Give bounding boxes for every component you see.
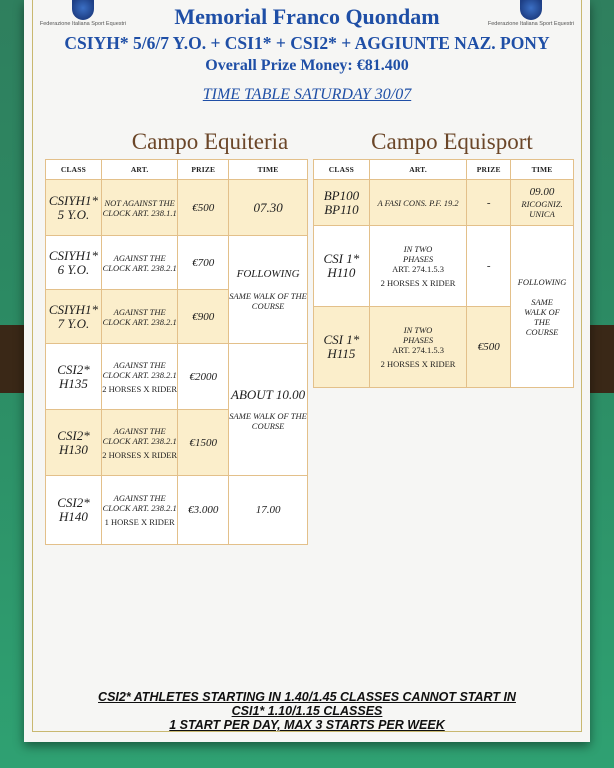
- table-row: [46, 476, 308, 545]
- art-horses: 2 HORSES X RIDER: [380, 359, 456, 369]
- table-row: [46, 344, 308, 410]
- venue-left-title: Campo Equiteria: [131, 129, 289, 154]
- art-rule: IN TWO PHASES: [402, 244, 434, 264]
- venue-right-title: Campo Equisport: [371, 129, 533, 154]
- prize-cell: €2000: [178, 344, 229, 410]
- table-row: [46, 180, 308, 236]
- prize-cell: €500: [467, 307, 511, 388]
- class-cell: CSIYH1* 6 Y.O.: [46, 236, 102, 290]
- time-value: 09.00: [529, 186, 555, 198]
- prize-cell: €3.000: [178, 476, 229, 545]
- art-rule: AGAINST THE CLOCK ART. 238.2.1: [102, 359, 177, 380]
- class-cell: CSIYH1* 7 Y.O.: [46, 290, 102, 344]
- class-cell: CSI 1* H115: [314, 307, 370, 388]
- timetable-heading: TIME TABLE SATURDAY 30/07: [202, 86, 412, 103]
- art-rule: IN TWO PHASES: [402, 325, 434, 345]
- table-row: [46, 236, 308, 290]
- art-horses: 2 HORSES X RIDER: [380, 278, 456, 288]
- col-art: ART.: [101, 160, 177, 180]
- time-cell: [511, 180, 574, 226]
- art-rule: AGAINST THE CLOCK ART. 238.2.1: [102, 425, 177, 446]
- footer-line: 1 START PER DAY, MAX 3 STARTS PER WEEK: [169, 718, 445, 732]
- prize-cell: €1500: [178, 410, 229, 476]
- art-cell: [369, 226, 467, 307]
- time-walk-note: SAME WALK OF THE COURSE: [229, 291, 307, 311]
- table-row: [314, 180, 574, 226]
- col-art: ART.: [369, 160, 467, 180]
- art-cell: [369, 307, 467, 388]
- time-note: RICOGNIZ. UNICA: [521, 199, 563, 219]
- class-cell: CSI2* H140: [46, 476, 102, 545]
- time-walk-note: SAME WALK OF THE COURSE: [229, 411, 307, 431]
- col-prize: PRIZE: [467, 160, 511, 180]
- class-cell: CSIYH1* 5 Y.O.: [46, 180, 102, 236]
- event-title: Memorial Franco Quondam: [174, 4, 440, 29]
- prize-money: Overall Prize Money: €81.400: [205, 57, 409, 74]
- col-time: TIME: [229, 160, 308, 180]
- art-cell: NOT AGAINST THE CLOCK ART. 238.1.1: [101, 180, 177, 236]
- art-cell: [101, 476, 177, 545]
- class-cell: CSI2* H130: [46, 410, 102, 476]
- logo-caption-left: Federazione Italiana Sport Equestri: [39, 21, 127, 27]
- col-class: CLASS: [314, 160, 370, 180]
- prize-cell: -: [467, 226, 511, 307]
- footer-line: CSI1* 1.10/1.15 CLASSES: [231, 704, 383, 718]
- footer-notice: [24, 690, 590, 732]
- art-rule: AGAINST THE CLOCK ART. 238.2.1: [102, 493, 177, 513]
- time-cell: 07.30: [229, 180, 308, 236]
- prize-cell: €900: [178, 290, 229, 344]
- logo-caption-right: Federazione Italiana Sport Equestri: [487, 21, 575, 27]
- time-cell-merged: [229, 344, 308, 476]
- class-cell: CSI 1* H110: [314, 226, 370, 307]
- time-following: FOLLOWING: [236, 268, 300, 280]
- time-cell-merged: [511, 226, 574, 388]
- equisport-schedule-table: [313, 159, 574, 388]
- prize-cell: €500: [178, 180, 229, 236]
- art-cell: AGAINST THE CLOCK ART. 238.2.1: [101, 236, 177, 290]
- art-cell: A FASI CONS. P.F. 19.2: [369, 180, 467, 226]
- table-header-row: [46, 160, 308, 180]
- class-cell: BP100 BP110: [314, 180, 370, 226]
- col-prize: PRIZE: [178, 160, 229, 180]
- art-cell: AGAINST THE CLOCK ART. 238.2.1: [101, 290, 177, 344]
- table-header-row: [314, 160, 574, 180]
- footer-line: CSI2* ATHLETES STARTING IN 1.40/1.45 CLASSES CANNOT START IN: [98, 690, 516, 704]
- col-time: TIME: [511, 160, 574, 180]
- art-ref: ART. 274.1.5.3: [392, 264, 445, 274]
- art-horses: 2 HORSES X RIDER: [102, 449, 178, 460]
- col-class: CLASS: [46, 160, 102, 180]
- time-walk-note: SAME WALK OF THE COURSE: [524, 296, 560, 337]
- art-horses: 1 HORSE X RIDER: [104, 517, 175, 527]
- table-row: [314, 226, 574, 307]
- art-cell: [101, 344, 177, 410]
- equiteria-schedule-table: [45, 159, 308, 545]
- time-following: FOLLOWING: [517, 276, 567, 287]
- class-cell: CSI2* H135: [46, 344, 102, 410]
- time-cell: 17.00: [229, 476, 308, 545]
- art-ref: ART. 274.1.5.3: [392, 345, 445, 355]
- timetable-sheet: [24, 0, 590, 742]
- event-subtitle: CSIYH* 5/6/7 Y.O. + CSI1* + CSI2* + AGGIUNTE NAZ. PONY: [64, 33, 550, 53]
- prize-cell: -: [467, 180, 511, 226]
- art-cell: [101, 410, 177, 476]
- time-cell-merged: [229, 236, 308, 344]
- time-about: ABOUT 10.00: [231, 387, 306, 402]
- prize-cell: €700: [178, 236, 229, 290]
- art-horses: 2 HORSES X RIDER: [102, 383, 178, 394]
